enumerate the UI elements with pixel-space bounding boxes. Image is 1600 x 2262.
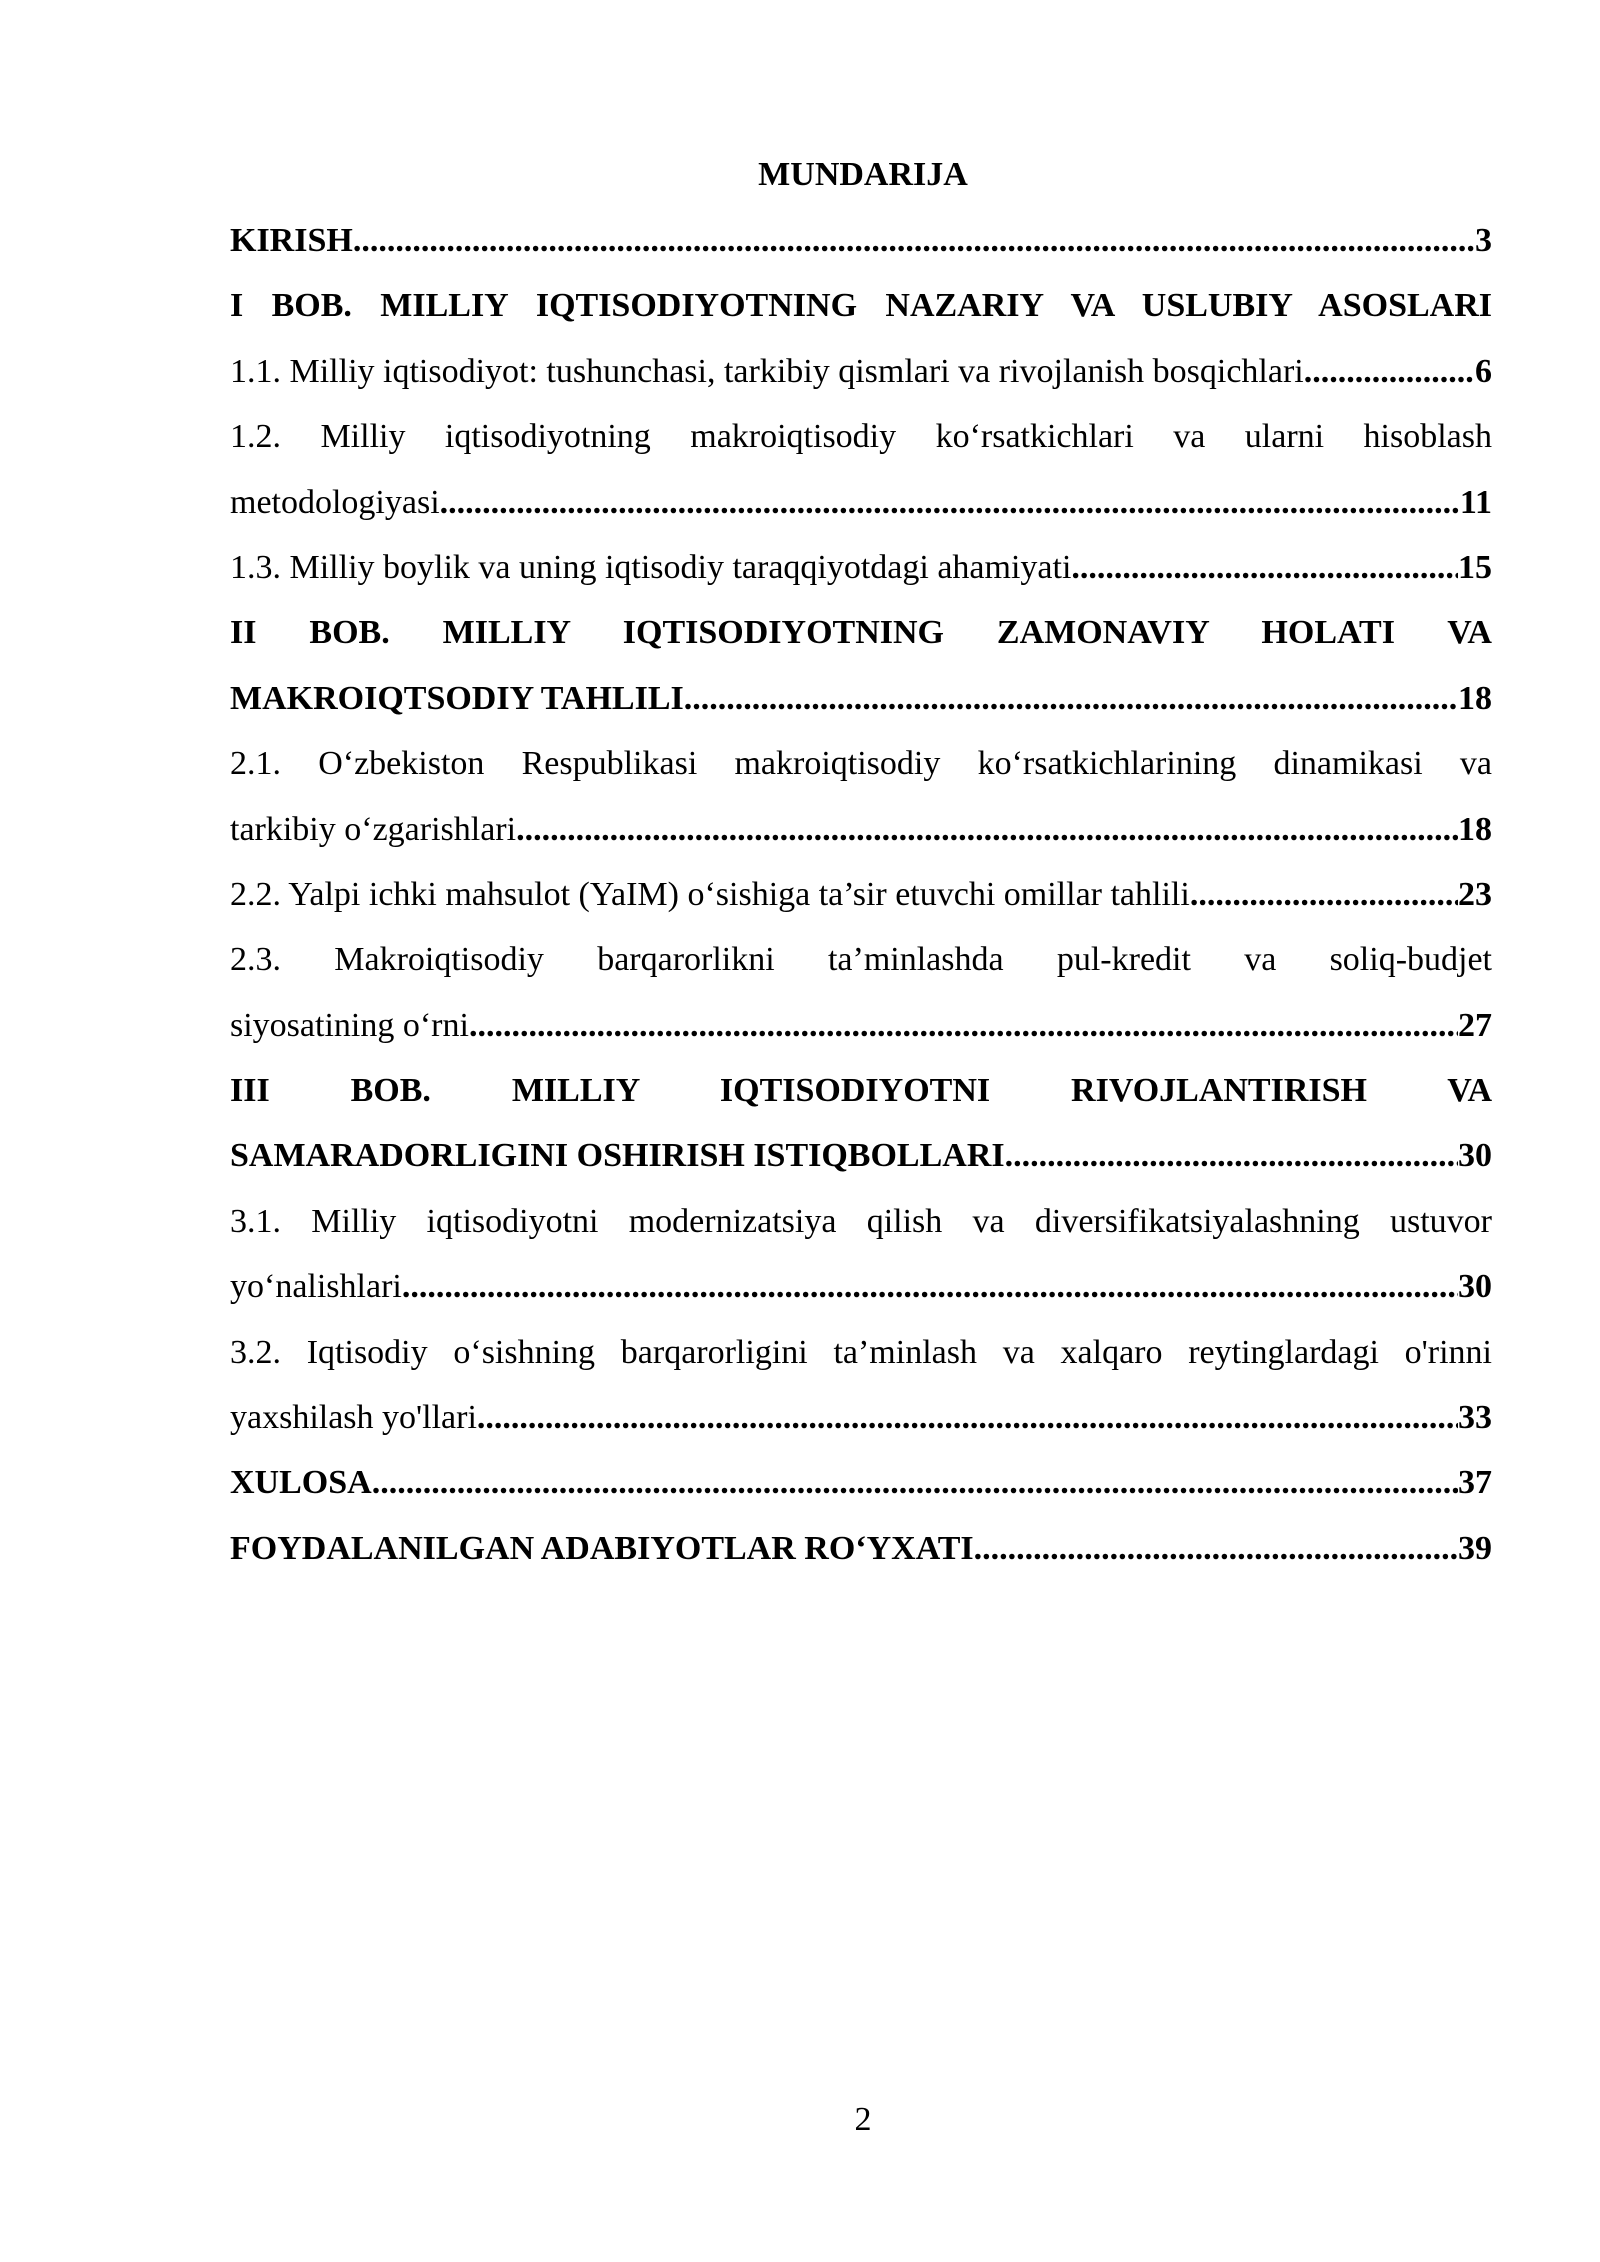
toc-entry-text: SAMARADORLIGINI OSHIRISH ISTIQBOLLARI: [230, 1137, 1005, 1175]
toc-entry-kirish[interactable]: [230, 208, 1492, 273]
toc-entry-text: 1.3. Milliy boylik va uning iqtisodiy taraqqiyotdagi ahamiyati: [230, 548, 1072, 586]
toc-page-number: 23: [1458, 875, 1492, 913]
toc-leader-dots: [372, 1450, 1458, 1515]
toc-entry-xulosa[interactable]: [230, 1450, 1492, 1515]
toc-page-number: 33: [1458, 1399, 1492, 1437]
toc-leader-dots: [440, 470, 1460, 535]
toc-entry-chapter-2-line2[interactable]: [230, 666, 1492, 731]
toc-entry-text: 3.2. Iqtisodiy o‘sishning barqarorligini ta’minlash va xalqaro reytinglardagi o'rinni: [230, 1333, 1492, 1371]
toc-page-number: 18: [1458, 810, 1492, 848]
toc-entry-1-1[interactable]: [230, 339, 1492, 404]
toc-entry-2-2[interactable]: [230, 862, 1492, 927]
toc-page-number: 11: [1459, 483, 1492, 521]
toc-page-number: 18: [1458, 679, 1492, 717]
toc-entry-text: 1.1. Milliy iqtisodiyot: tushunchasi, tarkibiy qismlari va rivojlanish bosqichlari: [230, 352, 1304, 390]
toc-entry-text: 2.3. Makroiqtisodiy barqarorlikni ta’minlashda pul-kredit va soliq-budjet: [230, 941, 1492, 979]
toc-entry-1-3[interactable]: [230, 535, 1492, 600]
toc-entry-2-1-line2[interactable]: [230, 797, 1492, 862]
toc-entry-2-3-line1[interactable]: [230, 927, 1492, 992]
toc-entry-3-2-line2[interactable]: [230, 1385, 1492, 1450]
toc-leader-dots: [353, 208, 1475, 273]
toc-page-number: 30: [1458, 1137, 1492, 1175]
toc-entry-text: 2.2. Yalpi ichki mahsulot (YaIM) o‘sishiga ta’sir etuvchi omillar tahlili: [230, 875, 1190, 913]
toc-entry-3-2-line1[interactable]: [230, 1320, 1492, 1385]
toc-page-number: 3: [1475, 222, 1492, 259]
toc-page-number: 6: [1475, 352, 1492, 390]
toc-entry-2-3-line2[interactable]: [230, 993, 1492, 1058]
toc-entry-chapter-2-line1[interactable]: [230, 600, 1492, 665]
toc-entry-3-1-line2[interactable]: [230, 1254, 1492, 1319]
toc-leader-dots: [1304, 339, 1475, 404]
toc-entry-chapter-1[interactable]: [230, 273, 1492, 338]
toc-leader-dots: [974, 1516, 1458, 1581]
toc-entry-2-1-line1[interactable]: [230, 731, 1492, 796]
toc-page-number: 30: [1458, 1268, 1492, 1306]
toc-page-number: 37: [1458, 1464, 1492, 1502]
toc-leader-dots: [684, 666, 1458, 731]
toc-leader-dots: [477, 1385, 1458, 1450]
toc-entry-text: II BOB. MILLIY IQTISODIYOTNING ZAMONAVIY HOLATI VA: [230, 614, 1492, 652]
toc-page-number: 15: [1458, 548, 1492, 586]
toc-leader-dots: [469, 993, 1458, 1058]
toc-entry-chapter-3-line1[interactable]: [230, 1058, 1492, 1123]
toc-entry-text: MAKROIQTSODIY TAHLILI: [230, 679, 684, 717]
toc-entry-text: yo‘nalishlari: [230, 1268, 402, 1306]
toc-entry-text: 2.1. O‘zbekiston Respublikasi makroiqtisodiy ko‘rsatkichlarining dinamikasi va: [230, 745, 1492, 783]
toc-entry-text: yaxshilash yo'llari: [230, 1399, 477, 1437]
toc-entry-text: XULOSA: [230, 1464, 372, 1502]
toc-entry-3-1-line1[interactable]: [230, 1189, 1492, 1254]
toc-entry-chapter-3-line2[interactable]: [230, 1123, 1492, 1188]
table-of-contents: [230, 208, 1492, 1581]
toc-entry-1-2-line2[interactable]: [230, 470, 1492, 535]
toc-leader-dots: [1190, 862, 1458, 927]
toc-entry-text: siyosatining o‘rni: [230, 1006, 469, 1044]
toc-leader-dots: [516, 797, 1458, 862]
toc-leader-dots: [402, 1254, 1458, 1319]
toc-page-number: 27: [1458, 1006, 1492, 1044]
toc-entry-bibliography[interactable]: [230, 1516, 1492, 1581]
toc-entry-text: FOYDALANILGAN ADABIYOTLAR RO‘YXATI: [230, 1529, 974, 1567]
toc-entry-text: metodologiyasi: [230, 483, 440, 521]
toc-entry-text: III BOB. MILLIY IQTISODIYOTNI RIVOJLANTIRISH VA: [230, 1072, 1492, 1110]
toc-entry-text: KIRISH: [230, 222, 353, 259]
page-number: 2: [854, 2101, 872, 2138]
toc-page-number: 39: [1458, 1529, 1492, 1567]
toc-title: MUNDARIJA: [758, 156, 968, 193]
toc-entry-text: I BOB. MILLIY IQTISODIYOTNING NAZARIY VA USLUBIY ASOSLARI: [230, 287, 1492, 325]
toc-leader-dots: [1005, 1123, 1458, 1188]
toc-leader-dots: [1071, 535, 1458, 600]
toc-entry-1-2-line1[interactable]: [230, 404, 1492, 469]
toc-entry-text: 1.2. Milliy iqtisodiyotning makroiqtisodiy ko‘rsatkichlari va ularni hisoblash: [230, 418, 1492, 456]
toc-entry-text: 3.1. Milliy iqtisodiyotni modernizatsiya qilish va diversifikatsiyalashning ustuvor: [230, 1202, 1492, 1240]
toc-entry-text: tarkibiy o‘zgarishlari: [230, 810, 517, 848]
